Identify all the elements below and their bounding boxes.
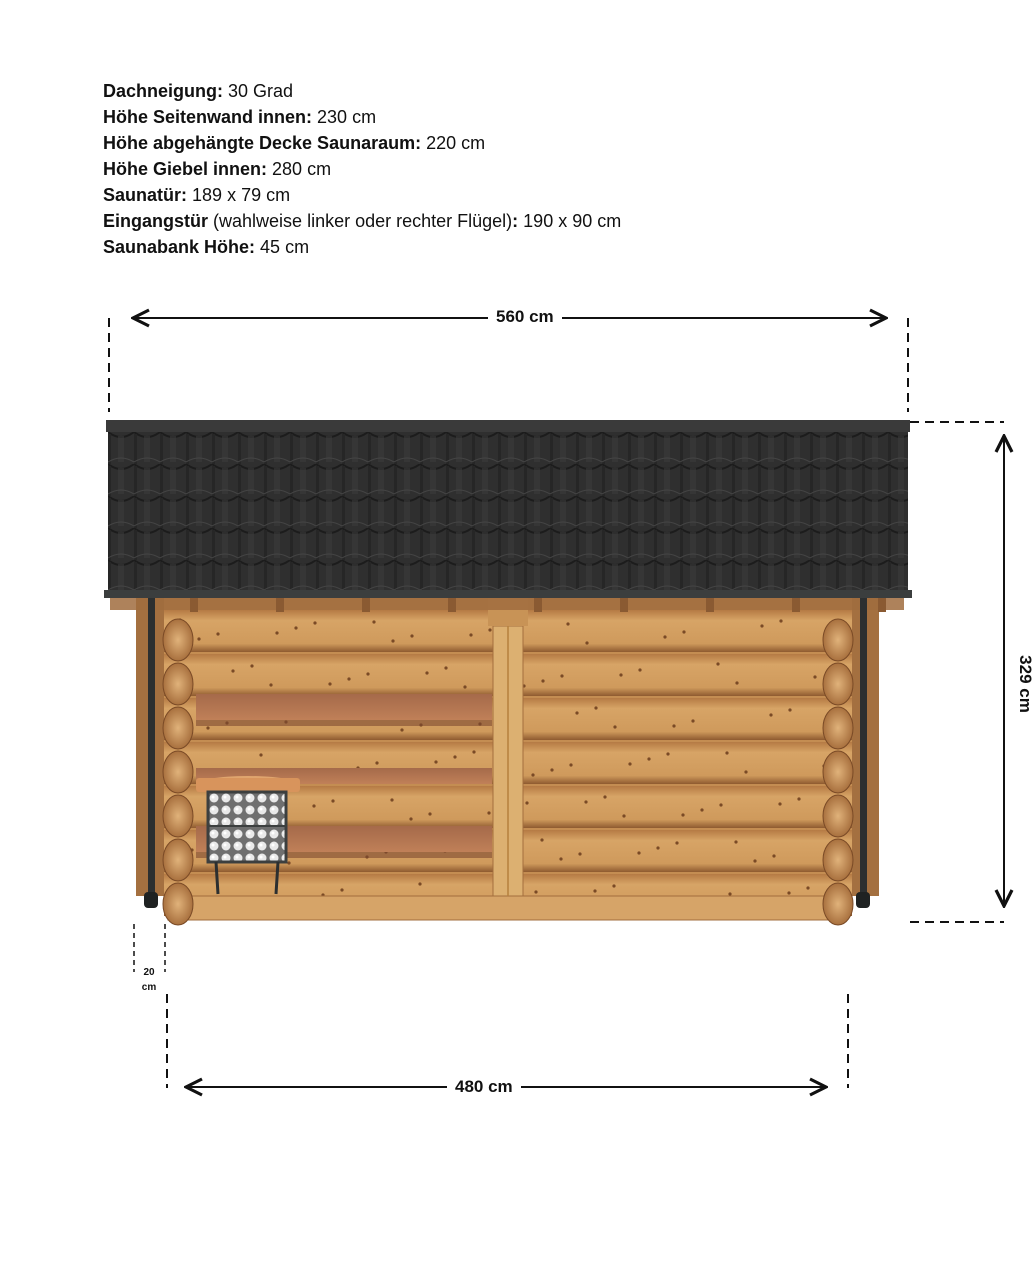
body-width-label: 480 cm bbox=[447, 1077, 521, 1097]
wood-knot bbox=[647, 757, 650, 760]
wood-knot bbox=[728, 892, 731, 895]
wood-knot bbox=[734, 840, 737, 843]
wood-knot bbox=[287, 861, 290, 864]
wood-knot bbox=[231, 669, 234, 672]
wood-knot bbox=[312, 804, 315, 807]
dimension-height bbox=[910, 422, 1004, 922]
wood-knot bbox=[772, 854, 775, 857]
wood-knot bbox=[619, 673, 622, 676]
log-end bbox=[823, 795, 853, 837]
wood-knot bbox=[313, 621, 316, 624]
wood-knot bbox=[375, 761, 378, 764]
wood-knot bbox=[531, 773, 534, 776]
wood-knot bbox=[584, 800, 587, 803]
rafter-end bbox=[792, 598, 800, 612]
wood-knot bbox=[409, 817, 412, 820]
wood-knot bbox=[787, 891, 790, 894]
partition-door-frame bbox=[488, 598, 528, 896]
wood-knot bbox=[612, 884, 615, 887]
wood-knot bbox=[428, 812, 431, 815]
log-end bbox=[823, 663, 853, 705]
overhang-label bbox=[136, 965, 162, 995]
wood-knot bbox=[434, 760, 437, 763]
wood-knot bbox=[700, 808, 703, 811]
log-end bbox=[823, 751, 853, 793]
log-end bbox=[823, 707, 853, 749]
wood-knot bbox=[294, 626, 297, 629]
spec-sauna-door: Saunatür: 189 x 79 cm bbox=[103, 185, 291, 205]
wood-knot bbox=[269, 683, 272, 686]
wood-knot bbox=[525, 801, 528, 804]
wood-knot bbox=[391, 639, 394, 642]
overhang-unit: cm bbox=[141, 982, 157, 993]
wood-knot bbox=[613, 725, 616, 728]
wood-knot bbox=[472, 750, 475, 753]
rafter-end bbox=[276, 598, 284, 612]
wood-knot bbox=[418, 882, 421, 885]
rafter-end bbox=[620, 598, 628, 612]
log-end bbox=[163, 663, 193, 705]
wood-knot bbox=[216, 632, 219, 635]
wood-knot bbox=[628, 762, 631, 765]
wood-knot bbox=[788, 708, 791, 711]
wood-knot bbox=[663, 635, 666, 638]
log-end bbox=[823, 619, 853, 661]
dimension-total-width bbox=[109, 318, 908, 412]
spec-ceiling-height: Höhe abgehängte Decke Saunaraum: 220 cm bbox=[103, 133, 486, 153]
wood-knot bbox=[534, 890, 537, 893]
spec-bench-height: Saunabank Höhe: 45 cm bbox=[103, 237, 310, 257]
wood-knot bbox=[806, 886, 809, 889]
wood-knot bbox=[569, 763, 572, 766]
rafter-end bbox=[448, 598, 456, 612]
wood-knot bbox=[691, 719, 694, 722]
overhang-value: 20 bbox=[143, 967, 155, 978]
wood-knot bbox=[637, 851, 640, 854]
wood-knot bbox=[206, 726, 209, 729]
wood-knot bbox=[331, 799, 334, 802]
rafter-end bbox=[362, 598, 370, 612]
wood-knot bbox=[250, 664, 253, 667]
wood-knot bbox=[444, 666, 447, 669]
total-width-label: 560 cm bbox=[488, 307, 562, 327]
wood-knot bbox=[488, 628, 491, 631]
log-end bbox=[163, 707, 193, 749]
log-end bbox=[823, 839, 853, 881]
log-end bbox=[163, 839, 193, 881]
wood-knot bbox=[575, 711, 578, 714]
spec-roof-pitch: Dachneigung: 30 Grad bbox=[103, 81, 294, 101]
wood-knot bbox=[469, 633, 472, 636]
wood-knot bbox=[753, 859, 756, 862]
log-end bbox=[823, 883, 853, 925]
wood-knot bbox=[566, 622, 569, 625]
wood-knot bbox=[593, 889, 596, 892]
wood-knot bbox=[603, 795, 606, 798]
wood-knot bbox=[366, 672, 369, 675]
wood-knot bbox=[682, 630, 685, 633]
wood-knot bbox=[197, 637, 200, 640]
wood-knot bbox=[425, 671, 428, 674]
wood-knot bbox=[675, 841, 678, 844]
wood-knot bbox=[560, 674, 563, 677]
wood-knot bbox=[716, 662, 719, 665]
wood-knot bbox=[372, 620, 375, 623]
wood-knot bbox=[340, 888, 343, 891]
wood-knot bbox=[769, 713, 772, 716]
wood-knot bbox=[681, 813, 684, 816]
rafter-end bbox=[878, 598, 886, 612]
wood-knot bbox=[725, 751, 728, 754]
wood-knot bbox=[275, 631, 278, 634]
log-end bbox=[163, 619, 193, 661]
wood-knot bbox=[328, 682, 331, 685]
wood-knot bbox=[656, 846, 659, 849]
wood-knot bbox=[719, 803, 722, 806]
wood-knot bbox=[760, 624, 763, 627]
wood-knot bbox=[744, 770, 747, 773]
wood-knot bbox=[672, 724, 675, 727]
dimension-body-width bbox=[167, 994, 848, 1088]
spec-gable-height: Höhe Giebel innen: 280 cm bbox=[103, 159, 332, 179]
wood-knot bbox=[779, 619, 782, 622]
wood-knot bbox=[259, 753, 262, 756]
rafter-end bbox=[534, 598, 542, 612]
height-label: 329 cm bbox=[1015, 647, 1035, 721]
wood-knot bbox=[487, 811, 490, 814]
rafter-end bbox=[706, 598, 714, 612]
wood-knot bbox=[735, 681, 738, 684]
wood-knot bbox=[541, 679, 544, 682]
wood-knot bbox=[622, 814, 625, 817]
wood-knot bbox=[550, 768, 553, 771]
wood-knot bbox=[594, 706, 597, 709]
wood-knot bbox=[540, 838, 543, 841]
roof bbox=[104, 420, 912, 612]
log-end bbox=[163, 751, 193, 793]
wood-knot bbox=[400, 728, 403, 731]
wood-knot bbox=[463, 685, 466, 688]
wood-knot bbox=[813, 675, 816, 678]
wood-knot bbox=[638, 668, 641, 671]
wood-knot bbox=[666, 752, 669, 755]
wood-knot bbox=[390, 798, 393, 801]
wood-knot bbox=[797, 797, 800, 800]
wood-knot bbox=[778, 802, 781, 805]
wood-knot bbox=[410, 634, 413, 637]
spec-entrance-door: Eingangstür (wahlweise linker oder rechter Flügel): 190 x 90 cm bbox=[103, 211, 622, 231]
wood-knot bbox=[347, 677, 350, 680]
wood-knot bbox=[578, 852, 581, 855]
rafter-end bbox=[190, 598, 198, 612]
wood-knot bbox=[585, 641, 588, 644]
spec-side-wall-height: Höhe Seitenwand innen: 230 cm bbox=[103, 107, 377, 127]
log-end bbox=[163, 883, 193, 925]
wood-knot bbox=[453, 755, 456, 758]
wood-knot bbox=[559, 857, 562, 860]
floor-base bbox=[168, 896, 846, 920]
log-end bbox=[163, 795, 193, 837]
